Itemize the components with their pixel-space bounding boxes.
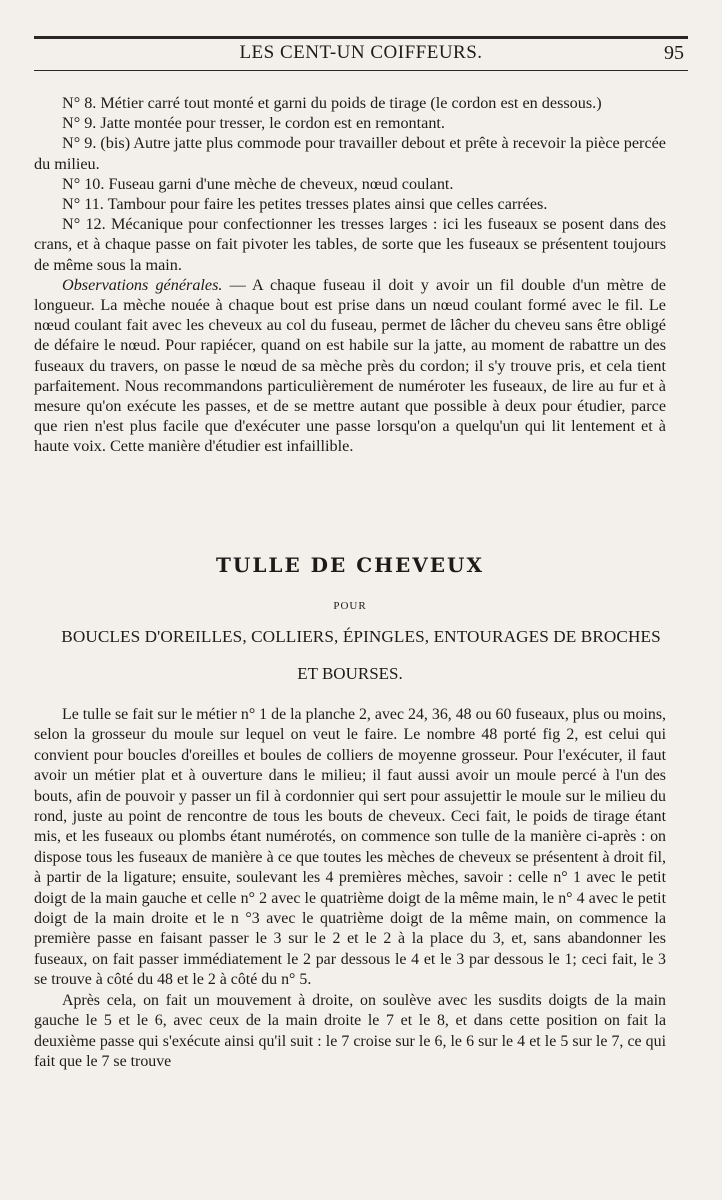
body-paragraph: Après cela, on fait un mouvement à droite, on soulève avec les susdits doigts de la main gauche le 5 et le 6, avec ceux de la main droite le 7 et le 8, et dans cette position on fait la deuxième passe qui s'exécute ainsi qu'il suit : le 7 croise sur le 6, le 6 sur le 4 et le 5 sur le 7, ce qui fait que le 7 se trouve [34, 991, 666, 1070]
page-number: 95 [664, 42, 684, 64]
section-subtitle-line2: ET BOURSES. [297, 664, 403, 683]
section-subtitle-line1: BOUCLES D'OREILLES, COLLIERS, ÉPINGLES, ENTOURAGES DE BROCHES [61, 627, 661, 646]
observations-label: Observations générales. [62, 275, 223, 294]
caption-item: N° 9. Jatte montée pour tresser, le cordon est en remontant. [62, 114, 445, 133]
figure-captions-block [34, 93, 666, 457]
running-header [34, 38, 688, 70]
header-rule-bottom [34, 70, 688, 71]
running-title: LES CENT-UN COIFFEURS. [239, 42, 483, 63]
section-pour: POUR [333, 600, 367, 612]
caption-item: N° 10. Fuseau garni d'une mèche de cheveux, nœud coulant. [62, 174, 454, 193]
section-title: TULLE DE CHEVEUX [216, 553, 484, 577]
caption-item: N° 8. Métier carré tout monté et garni du poids de tirage (le cordon est en dessous.) [62, 94, 602, 112]
caption-item: N° 12. Mécanique pour confectionner les tresses larges : ici les fuseaux se posent dans des crans, et à chaque passe on fait pivoter les tables, de sorte que les fuseaux se présentent toujours de même sous la main. [34, 215, 666, 274]
body-text-block [34, 705, 666, 1072]
observations-paragraph [34, 275, 666, 457]
observations-text: — A chaque fuseau il doit y avoir un fil double d'un mètre de longueur. La mèche nouée à chaque bout est prise dans un nœud coulant formé avec le fil. Le nœud coulant fait avec les cheveux au col du fuseau, permet de lâcher du cheveu sans être obligé de défaire le nœud. Pour rapiécer, quand on est habile sur la jatte, au moment de rabattre un des fuseaux du travers, on passe le nœud de sa mèche près du cordon; il s'y trouve pris, et cela tient parfaitement. Nous recommandons particulièrement de numéroter les fuseaux, de lire au fur et à mesure qu'on exécute les passes, et de se mettre autant que possible à deux pour étudier, parce que rien n'est plus facile que d'exécuter une passe lorsqu'on a quelqu'un qui lit lentement et à haute voix. Cette manière d'étudier est infaillible. [34, 275, 666, 456]
caption-item: N° 11. Tambour pour faire les petites tresses plates ainsi que celles carrées. [62, 195, 548, 214]
body-paragraph: Le tulle se fait sur le métier n° 1 de la planche 2, avec 24, 36, 48 ou 60 fuseaux, plus ou moins, selon la grosseur du moule sur lequel on veut le faire. Le nombre 48 porté fig 2, est celui qui convient pour boucles d'oreilles et boules de colliers de moyenne grosseur. Pour l'exécuter, il faut avoir un métier plat et à ouverture dans le milieu; il faut aussi avoir un moule percé à l'un des bouts, afin de pouvoir y passer un fil à cordonnier qui sert pour assujettir le moule sur le milieu du rond, juste au point de rencontre de tous les bouts de cheveux. Ceci fait, le poids de tirage étant mis, et les fuseaux ou plombs étant numérotés, on commence son tulle de la manière ci-après : on dispose tous les fuseaux de manière à ce que toutes les mèches de cheveux se présentent à droit fil, à partir de la ligature; ensuite, soulevant les 4 premières mèches, savoir : celle n° 1 avec le petit doigt de la main gauche et celle n° 2 avec le quatrième doigt de la même main, le n° 4 avec le petit doigt de la main droite et le n °3 avec le quatrième doigt de la même main, on commence la première passe en faisant passer le 3 sur le 2 et le 2 à la place du 3, et, sans abandonner les fuseaux, on fait passer immédiatement le 2 par dessous le 4 et le 3 par dessous le 1; ceci fait, le 3 se trouve à côté du 48 et le 2 à côté du n° 5. [34, 706, 666, 989]
caption-item: N° 9. (bis) Autre jatte plus commode pour travailler debout et prête à recevoir la pièce percée du milieu. [34, 134, 666, 173]
